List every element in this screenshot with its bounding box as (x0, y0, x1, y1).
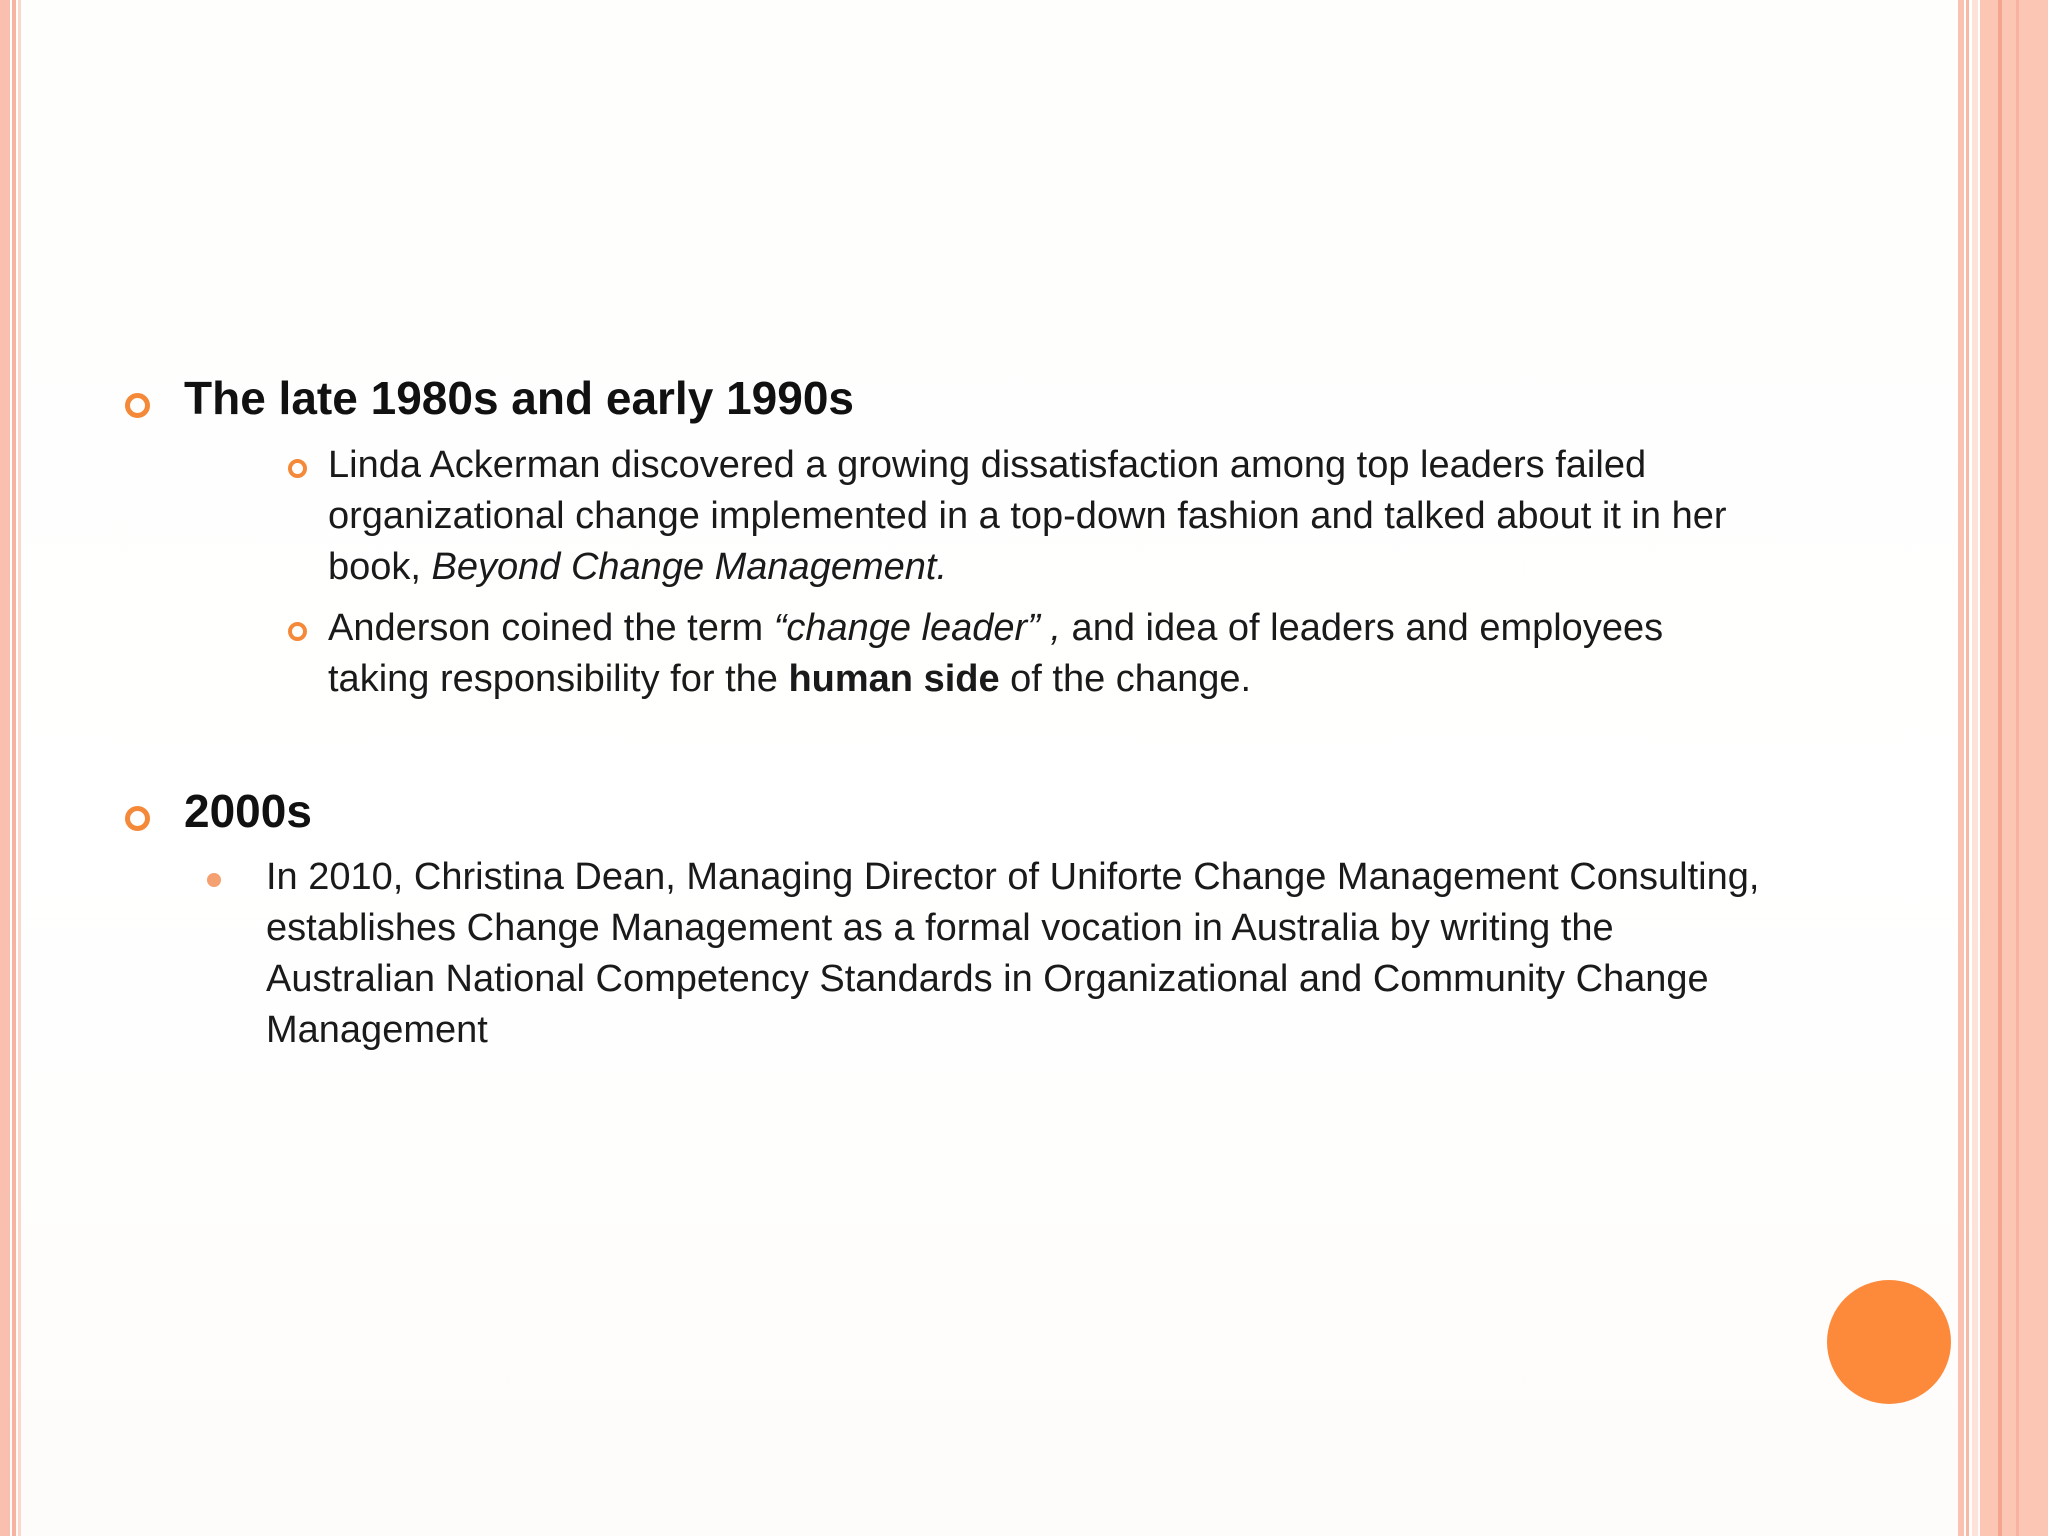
decorative-circle (1827, 1280, 1951, 1404)
right-border-stripe (2016, 0, 2019, 1536)
emphasis-human-side: human side (788, 658, 1000, 700)
hollow-bullet-icon (125, 393, 150, 418)
left-border-stripe (0, 0, 10, 1536)
filled-bullet-icon (207, 873, 221, 887)
right-border-stripe (1972, 0, 1978, 1536)
right-border-stripe (1966, 0, 1969, 1536)
left-border-stripe (12, 0, 16, 1536)
section-heading-1980s: The late 1980s and early 1990s (184, 372, 854, 424)
hollow-bullet-icon (125, 806, 150, 831)
bullet-anderson-text-c: of the change. (999, 658, 1252, 700)
bullet-ackerman-text: Linda Ackerman discovered a growing dissatisfaction among top leaders failed organizational change implemented in a top-down fashion and talked about it in her book, (328, 444, 1727, 588)
bullet-anderson-text-a: Anderson coined the term (328, 607, 774, 649)
section-heading-2000s: 2000s (184, 785, 312, 837)
left-border-stripe (18, 0, 21, 1536)
bullet-anderson (328, 603, 1768, 705)
bullet-dean: In 2010, Christina Dean, Managing Director of Uniforte Change Management Consulting, establishes Change Management as a formal vocation in Australia by writing the Australian National Competency Standards in Organizational and Community Change Management (266, 856, 1760, 1051)
right-border-stripe (1998, 0, 2002, 1536)
hollow-bullet-icon (288, 622, 307, 641)
bullet-ackerman (328, 440, 1768, 593)
book-title: Beyond Change Management. (431, 546, 947, 588)
right-border-stripe (1958, 0, 1964, 1536)
hollow-bullet-icon (288, 459, 307, 478)
term-change-leader: “change leader” , (773, 607, 1061, 649)
bullet-anderson-text-b: and idea of leaders and employees taking responsibility for the (328, 607, 1664, 700)
right-border-band (1980, 0, 2048, 1536)
